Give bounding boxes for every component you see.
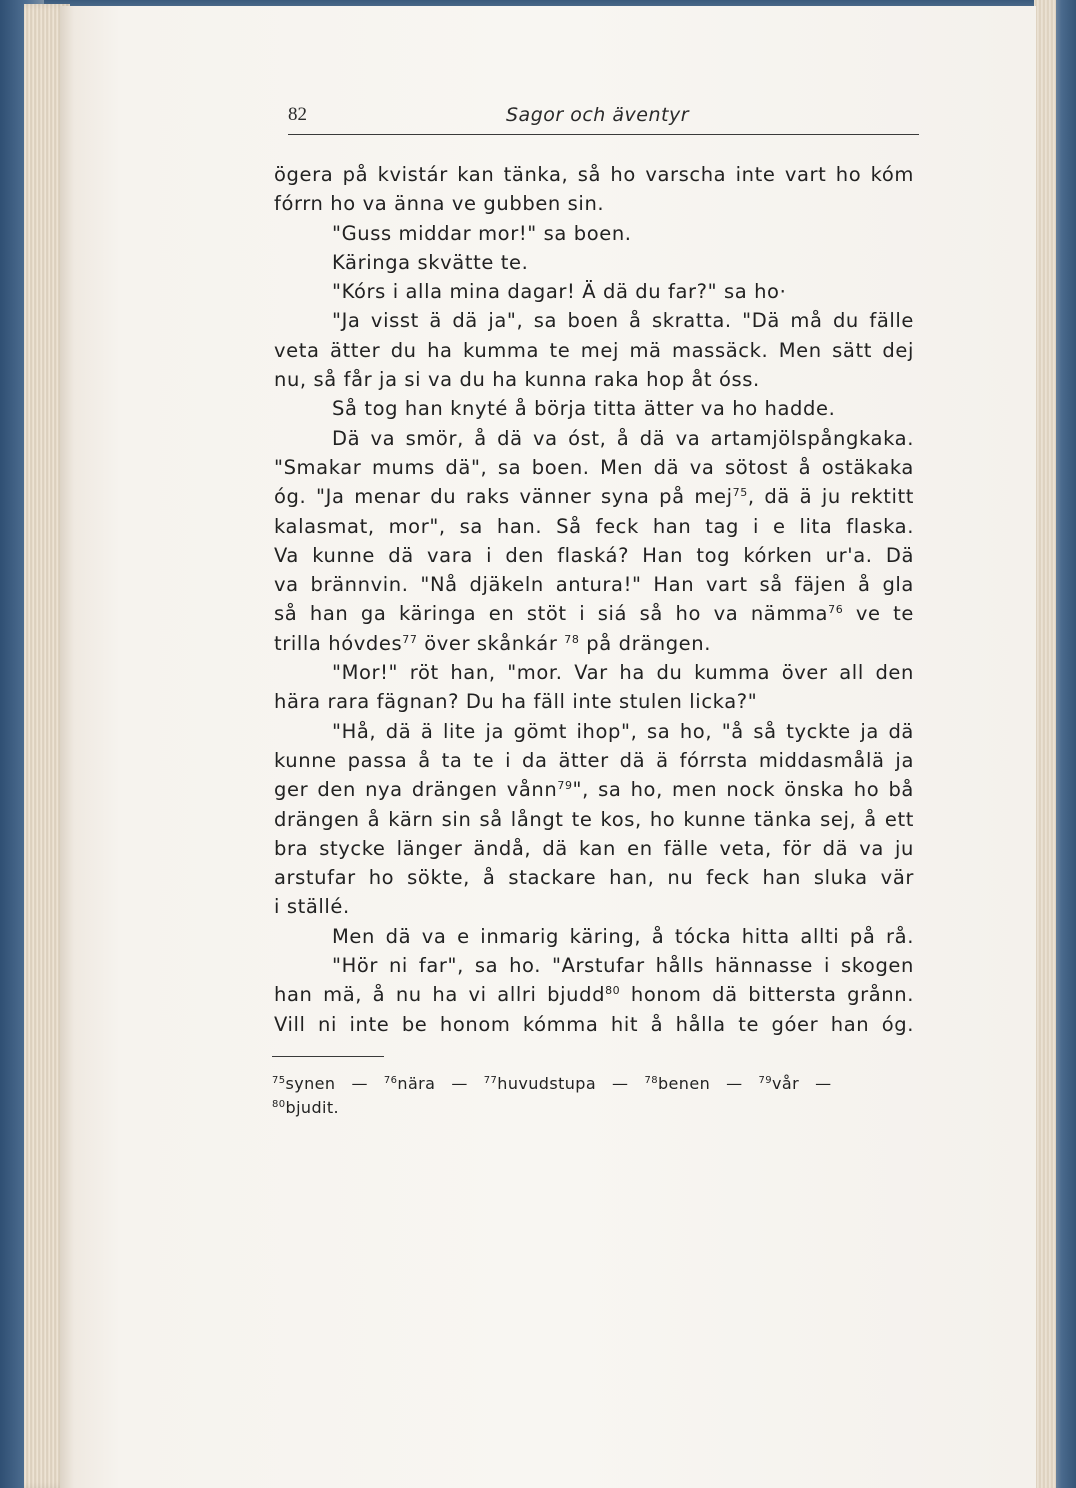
page-number: 82 [288,104,307,125]
text-line [274,365,914,394]
text-segment: på drängen. [579,631,712,655]
footnote-item [484,1074,596,1093]
text-line [274,980,914,1009]
footnote-line [272,1096,912,1120]
running-title: Sagor och äventyr [506,104,690,126]
footnotes [272,1072,912,1120]
footnote-separator: — [351,1074,368,1093]
footnote-text: synen [285,1074,336,1093]
text-line [274,951,914,980]
text-segment: bra stycke länger ändå, dä kan en fälle veta, för dä va ju [274,836,914,860]
text-segment: hära rara fägnan? Du ha fäll inte stulen licka?" [274,690,758,714]
text-line [274,658,914,687]
text-line [274,394,914,423]
footnote-number: 77 [483,1075,498,1086]
text-segment: ", sa ho, men nock önska ho bå [572,778,914,802]
text-segment: "Mor!" röt han, "mor. Var ha du kumma över all den [332,661,914,685]
text-line [274,892,914,921]
text-segment: Men dä va e inmarig käring, å tócka hitta allti på rå. [332,924,914,948]
footnote-number: 80 [272,1099,286,1110]
footnote-text: bjudit. [285,1098,340,1117]
text-line [274,512,914,541]
text-line [274,863,914,892]
text-segment: Käringa skvätte te. [332,250,529,274]
text-segment: kalasmat, mor", sa han. Så feck han tag i e lita flaska. [274,514,914,538]
footnote-ref: 77 [402,632,418,646]
footnote-ref: 80 [605,984,621,998]
text-segment: honom dä bittersta grånn. [620,983,914,1007]
text-line [274,219,914,248]
footnote-item [644,1074,710,1093]
text-segment: "Smakar mums dä", sa boen. Men dä va sötost å ostäkaka [274,455,914,479]
footnote-number: 78 [644,1075,658,1086]
text-line [274,160,914,189]
footnote-ref: 78 [564,632,580,646]
text-segment: Va kunne dä vara i den flaská? Han tog kórken ur'a. Dä [274,543,914,567]
text-line [274,189,914,218]
text-line [274,834,914,863]
footnote-separator: — [451,1074,468,1093]
text-segment: trilla hóvdes [274,631,403,655]
text-line [274,922,914,951]
text-line [274,805,914,834]
footnote-item [272,1074,335,1093]
text-segment: ögera på kvistár kan tänka, så ho varscha inte vart ho kóm [274,163,914,186]
text-segment: så han ga käringa en stöt i siá så ho va nämma [274,602,829,626]
footnote-rule [272,1056,384,1057]
footnote-ref: 76 [828,603,844,617]
footnote-ref: 79 [557,779,573,793]
text-segment: "Hå, dä ä lite ja gömt ihop", sa ho, "å så tyckte ja dä [332,719,914,743]
footnote-ref: 75 [732,486,748,500]
footnote-item [272,1098,339,1117]
text-line [274,248,914,277]
text-segment: kunne passa å ta te i da ätter dä ä fórrsta middasmålä ja [274,748,914,772]
footnote-separator: — [726,1074,743,1093]
footnote-text: vår [772,1074,800,1093]
footnote-number: 76 [383,1075,398,1086]
text-segment: över skånkár [417,631,565,655]
text-line [274,424,914,453]
text-segment: Vill ni inte be honom kómma hit å hålla te góer han óg. [274,1012,914,1036]
text-line [274,277,914,306]
text-segment: veta ätter du ha kumma te mej mä massäck. Men sätt dej [274,338,914,362]
text-segment: drängen å kärn sin så långt te kos, ho kunne tänka sej, å ett [274,807,914,831]
text-segment: arstufar ho sökte, å stackare han, nu feck han sluka vär [274,866,914,890]
text-line [274,570,914,599]
footnote-separator: — [815,1074,832,1093]
footnote-item [384,1074,435,1093]
text-line [274,306,914,335]
text-line [274,482,914,511]
page-header [288,104,919,135]
text-segment: fórrn ho va änna ve gubben sin. [274,192,605,216]
text-line [274,1010,914,1039]
text-line [274,717,914,746]
text-line [274,629,914,658]
text-segment: "Ja visst ä dä ja", sa boen å skratta. "Dä må du fälle [332,309,914,333]
text-segment: Så tog han knyté å börja titta ätter va ho hadde. [332,397,836,421]
text-line [274,687,914,716]
footnote-text: benen [657,1074,711,1093]
text-segment: ve te [843,602,914,626]
text-segment: nu, så får ja si va du ha kunna raka hop åt óss. [274,368,760,392]
footnote-text: huvudstupa [497,1074,597,1093]
footnote-number: 79 [758,1075,773,1086]
footnote-line [272,1072,912,1096]
text-line [274,775,914,804]
text-segment: "Kórs i alla mina dagar! Ä dä du far?" sa ho· [332,280,787,304]
footnote-separator: — [612,1074,629,1093]
text-line [274,599,914,628]
text-segment: óg. "Ja menar du raks vänner syna på mej [274,485,733,509]
text-line [274,336,914,365]
footnote-text: nära [397,1074,436,1093]
text-segment: "Hör ni far", sa ho. "Arstufar hålls hännasse i skogen [332,954,914,978]
text-segment: i ställé. [274,895,350,919]
body-text [274,160,914,1039]
text-segment: ger den nya drängen vånn [274,778,558,802]
text-line [274,453,914,482]
footnote-number: 75 [272,1075,286,1086]
text-segment: "Guss middar mor!" sa boen. [332,221,632,245]
text-segment: Dä va smör, å dä va óst, å dä va artamjölspångkaka. [332,426,914,450]
text-segment: va brännvin. "Nå djäkeln antura!" Han vart så fäjen å gla [274,573,914,597]
footnote-item [759,1074,800,1093]
text-segment: , dä ä ju rektitt [747,485,914,509]
page-edges-right [1034,0,1056,1488]
text-segment: han mä, å nu ha vi allri bjudd [274,983,606,1007]
text-line [274,541,914,570]
text-line [274,746,914,775]
